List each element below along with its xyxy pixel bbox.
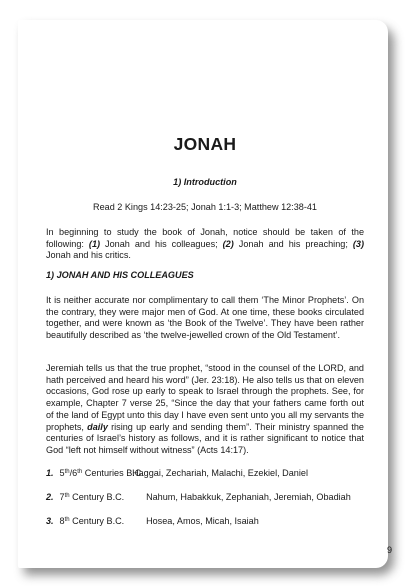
reading-reference: Read 2 Kings 14:23-25; Jonah 1:1-3; Matthew 12:38-41	[93, 202, 317, 212]
jeremiah-text-before: Jeremiah tells us that the true prophet, “stood in the counsel of the LORD, and hath perceived and heard his word” (Jer. 23:18). He also tells us that on eleven occasions, God rose up early to speak to Israel through the prophets. See, for example, Chapter 7 verse 25, “Since the day that your fathers came forth out of the land of Egypt unto this day I have even sent unto you all my servants the prophets,	[46, 363, 364, 432]
section-introduction-heading: 1) Introduction	[173, 177, 237, 187]
list-number: 3.	[46, 516, 54, 526]
section-heading-colleagues: 1) JONAH AND HIS COLLEAGUES	[46, 270, 194, 280]
ordinal-suffix: th	[64, 493, 70, 499]
ordinal-suffix: th	[77, 469, 83, 475]
list-item	[46, 516, 364, 528]
century-num: 6	[72, 468, 78, 478]
book-page	[18, 20, 392, 568]
list-number: 2.	[46, 492, 54, 502]
intro-point-3: (3)	[352, 238, 364, 249]
intro-text-1: In beginning to study the book of Jonah, notice should be taken of the following:	[46, 227, 364, 249]
prophets-list: Hosea, Amos, Micah, Isaiah	[146, 516, 259, 526]
ordinal-suffix: th	[64, 469, 70, 475]
emphasis-daily: daily	[87, 421, 108, 432]
list-number: 1.	[46, 468, 54, 478]
century-label	[59, 468, 144, 480]
intro-text-3: Jonah and his preaching;	[233, 238, 353, 249]
list-item	[46, 492, 364, 504]
list-item	[46, 468, 364, 480]
jeremiah-text-after: rising up early and sending them”. Their ministry spanned the centuries of Israel’s history as follows, and it is rather significant to notice that God “left not himself without witness” (Acts 14:17).	[46, 421, 364, 455]
century-text: Century B.C.	[69, 492, 125, 502]
century-num: 8	[59, 516, 65, 526]
chapter-title: JONAH	[173, 134, 237, 154]
prophets-list: Nahum, Habakkuk, Zephaniah, Jeremiah, Obadiah	[146, 492, 351, 502]
page-number: 9	[386, 545, 392, 555]
century-label	[60, 516, 144, 528]
century-separator: /	[69, 468, 73, 478]
jeremiah-paragraph	[46, 363, 364, 457]
intro-text-4: Jonah and his critics.	[46, 250, 131, 261]
intro-paragraph	[46, 227, 364, 262]
century-num: 7	[59, 492, 65, 502]
century-num: 5	[59, 468, 65, 478]
intro-text-2: Jonah and his colleagues;	[100, 238, 223, 249]
century-text: Centuries B.C.	[82, 468, 144, 478]
intro-point-2: (2)	[222, 238, 234, 249]
ordinal-suffix: th	[64, 517, 70, 523]
intro-point-1: (1)	[88, 238, 101, 249]
prophets-list: Haggai, Zechariah, Malachi, Ezekiel, Daniel	[132, 468, 308, 478]
century-label	[60, 492, 144, 504]
minor-prophets-paragraph: It is neither accurate nor complimentary to call them ‘The Minor Prophets’. On the contrary, they were major men of God. At one time, these books circulated together, and were known as ‘the Book of the Twelve’. They have been rather beautifully described as ‘the twelve-jewelled crown of the Old Testament’.	[46, 295, 364, 341]
century-text: Century B.C.	[69, 516, 125, 526]
